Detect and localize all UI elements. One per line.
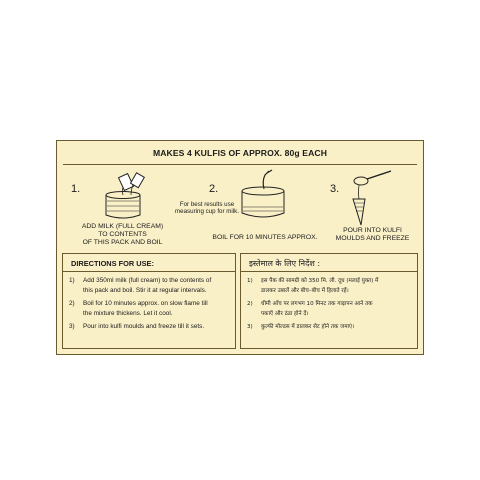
step-3-number: 3. — [330, 183, 340, 195]
step-2-caption: BOIL FOR 10 MINUTES APPROX. — [212, 234, 318, 241]
directions-english-title: DIRECTIONS FOR USE: — [71, 259, 154, 268]
directions-english-list — [69, 276, 231, 335]
step-1-caption: ADD MILK (FULL CREAM) TO CONTENTS OF THIS PACK AND BOIL — [81, 223, 164, 246]
directions-hindi-list — [247, 276, 413, 335]
directions-hindi-box — [240, 253, 418, 349]
instructions-panel — [56, 140, 424, 355]
measuring-cup-tip: For best results use measuring cup for milk. — [175, 201, 239, 215]
kulfi-mould-pouring-icon — [347, 169, 397, 227]
header-title: MAKES 4 KULFIS OF APPROX. 80g EACH — [152, 148, 328, 158]
directions-hindi-divider — [241, 271, 417, 272]
panel-header — [57, 141, 423, 165]
directions-english-box — [62, 253, 236, 349]
header-divider — [63, 164, 417, 165]
directions-hindi-title: इस्तेमाल के लिए निर्देश : — [249, 259, 321, 268]
list-item: 1) Add 350ml milk (full cream) to the contents of this pack and boil. Stir it at regular intervals. — [69, 277, 212, 294]
list-item: 1) इस पैक की सामग्री को 350 मि. ली. दूध (मलाई युक्त) में डालकर उबालें और बीच–बीच में हिलाते रहें। — [247, 278, 379, 294]
directions-english-divider — [63, 271, 235, 272]
list-item: 3) कुल्फी मोल्डस में डालकर सेट होने तक जमाएं। — [247, 324, 355, 330]
step-2-number: 2. — [209, 183, 219, 195]
list-item: 2) धीमी आँच पर लगभग 10 मिनट तक गाढ़ापन आने तक पकाएँ और ठंडा होने दें। — [247, 301, 373, 317]
list-item: 3) Pour into kulfi moulds and freeze till it sets. — [69, 323, 205, 330]
milk-pouring-pot-icon — [101, 171, 151, 223]
boiling-pot-icon — [238, 169, 288, 223]
list-item: 2) Boil for 10 minutes approx. on slow flame till the mixture thickens. Let it cool. — [69, 300, 208, 317]
step-3-caption: POUR INTO KULFI MOULDS AND FREEZE — [335, 227, 410, 242]
step-1-number: 1. — [71, 183, 81, 195]
